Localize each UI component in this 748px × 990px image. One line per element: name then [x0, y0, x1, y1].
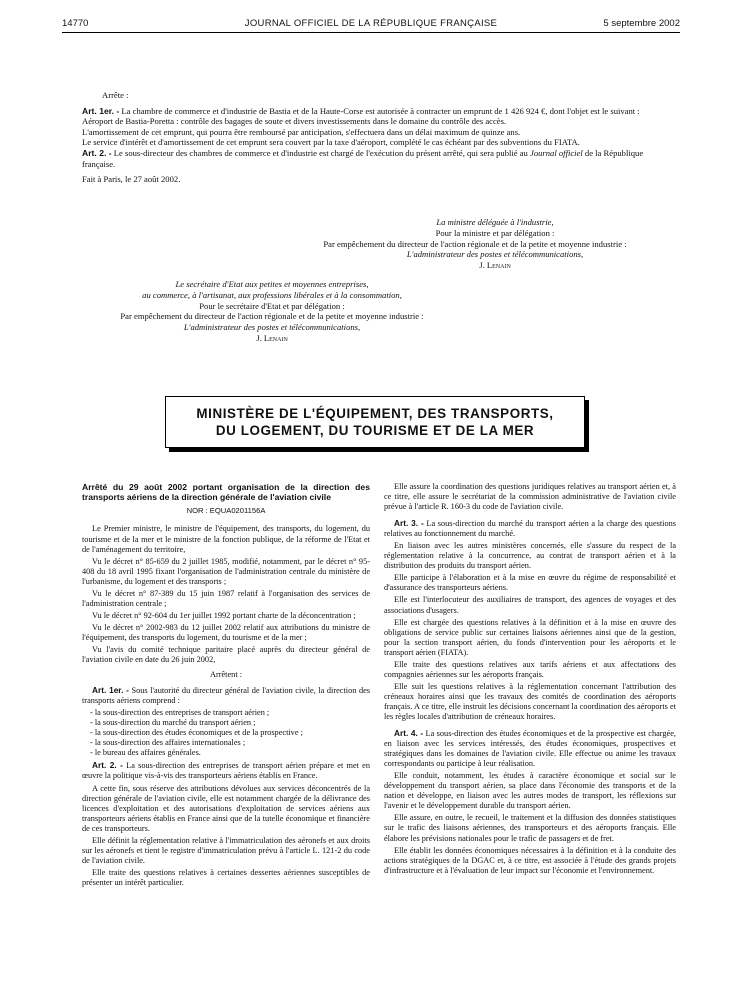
body-paragraph: Elle définit la réglementation relative à l'immatriculation des aéronefs et aux droits sur les aéronefs et tient le registre d'immatriculation prévu à l'article L. 121-2 du code de l'aviation civile.	[82, 835, 370, 865]
sig-line: Par empêchement du directeur de l'action régionale et de la petite et moyenne industrie :	[120, 311, 424, 322]
top-art2	[82, 148, 678, 169]
article-text: Le sous-directeur des chambres de commerce et d'industrie est chargé de l'exécution du présent arrêté, qui sera publié au	[113, 147, 528, 158]
visa-paragraph: Le Premier ministre, le ministre de l'équipement, des transports, du logement, du tourisme et de la mer et le ministre de la fonction publique, de la réforme de l'Etat et de l'aménagement du territoire,	[82, 524, 370, 554]
article-text: La chambre de commerce et d'industrie de Bastia et de la Haute-Corse est autorisée à contracter un emprunt de 1 426 924 €, dont l'objet est le suivant :	[121, 105, 640, 116]
body-paragraph: Elle est chargée des questions relatives à la définition et à la mise en œuvre des obligations de service public sur certaines liaisons aériennes ainsi que de la gestion, pour la section transport aérien, du fonds d'intervention pour les aéroports et le transport aérien (FIATA).	[384, 617, 676, 657]
right-column	[384, 482, 676, 878]
sig-title: Le secrétaire d'Etat aux petites et moyennes entreprises,	[175, 279, 369, 289]
body-paragraph: Elle établit les données économiques nécessaires à la définition et à la conduite des actions stratégiques de la DGAC et, à ce titre, est associée à l'étude des grands projets d'infrastructure et à l'évaluation de leur impact sur l'économie et l'environnement.	[384, 845, 676, 875]
header-rule	[62, 32, 680, 33]
body-paragraph: Elle suit les questions relatives à la réglementation concernant l'attribution des créneaux horaires ainsi que les travaux des comités de coordination des aéroports français. A ce titre, elle instruit les décisions concernant la coordination des aéroports et les règles locales d'attribution de créneaux horaires.	[384, 681, 676, 721]
article-text: La sous-direction des études économiques et de la prospective est chargée, en liaison avec les services intéressés, des études économiques, prospectives et stratégiques dans les domaines de l'aviation civile. Elle effectue ou anime les travaux correspondants ou participe à leur réalisation.	[384, 729, 676, 769]
body-paragraph: Elle est l'interlocuteur des auxiliaires de transport, des agences de voyages et des associations d'usagers.	[384, 595, 676, 615]
article-text: de la République française.	[82, 147, 644, 169]
article-text: La sous-direction des entreprises de transport aérien prépare et met en œuvre la politique vis-à-vis des transporteurs aériens établis en France.	[82, 761, 370, 781]
visa-paragraph: Vu le décret n° 87-389 du 15 juin 1987 relatif à l'organisation des services de l'administration centrale ;	[82, 588, 370, 608]
ministry-heading-box	[165, 396, 585, 448]
list-item: - le bureau des affaires générales.	[90, 748, 201, 758]
body-paragraph: Elle conduit, notamment, les études à caractère économique et social sur le développement du transport aérien, sa place dans l'économie des transports et de la nation et développe, en liaison avec les autres modes de transport, les réflexions sur l'avenir et le développement durable du transport aérien.	[384, 771, 676, 811]
list-item: - la sous-direction des affaires internationales ;	[90, 738, 246, 748]
ministry-heading-line1: MINISTÈRE DE L'ÉQUIPEMENT, DES TRANSPORTS,	[196, 406, 554, 421]
visa-paragraph: Vu le décret n° 92-604 du 1er juillet 1992 portant charte de la déconcentration ;	[92, 610, 356, 620]
ministry-heading-line2: DU LOGEMENT, DU TOURISME ET DE LA MER	[215, 423, 535, 438]
journal-ref: Journal officiel	[530, 147, 583, 158]
top-paragraph: Le service d'intérêt et d'amortissement de cet emprunt sera couvert par la taxe d'aéroport, complété le cas échéant par des subventions du FIATA.	[82, 137, 580, 148]
arrete-heading: Arrête :	[102, 90, 129, 100]
arretent-heading: Arrêtent :	[209, 670, 243, 680]
art-label: Art. 2. -	[82, 147, 112, 158]
sig-title: L'administrateur des postes et télécommunications,	[406, 249, 584, 260]
art-label: Art. 4. -	[394, 728, 424, 739]
top-decree-section	[82, 90, 678, 185]
body-paragraph: Elle traite des questions relatives à certaines dessertes aériennes susceptibles de présenter un intérêt particulier.	[82, 867, 370, 887]
sig-title: La ministre déléguée à l'industrie,	[436, 217, 554, 227]
body-paragraph: En liaison avec les autres ministères concernés, elle s'assure du respect de la réglementation relative à la concurrence, au contrat de transport aérien et à la distribution des produits du transport aérien.	[384, 541, 676, 571]
top-paragraph: Aéroport de Bastia-Poretta : contrôle des bagages de soute et divers investissements dans le domaine du contrôle des accès.	[82, 116, 507, 127]
art-label: Art. 1er. -	[92, 685, 129, 696]
signature-block-industry	[270, 217, 680, 271]
sig-title: au commerce, à l'artisanat, aux professions libérales et à la consommation,	[142, 289, 402, 300]
art-label: Art. 2. -	[92, 760, 123, 771]
visa-paragraph: Vu le décret n° 85-659 du 2 juillet 1985, modifié, notamment, par le décret n° 95-408 du 18 avril 1995 fixant l'organisation de l'administration centrale du ministère de l'urbanisme, du logement et des transports ;	[82, 556, 370, 586]
article-text: La sous-direction du marché du transport aérien a la charge des questions relatives au fonctionnement du marché.	[384, 519, 676, 539]
visa-paragraph: Vu le décret n° 2002-983 du 12 juillet 2002 relatif aux attributions du ministre de l'équipement, des transports du logement, du tourisme et de la mer ;	[82, 622, 370, 642]
list-item: - la sous-direction des études économiques et de la prospective ;	[90, 728, 303, 738]
art2-paragraph	[82, 760, 370, 781]
issue-date: 5 septembre 2002	[603, 18, 680, 29]
decree-title: Arrêté du 29 août 2002 portant organisation de la direction des transports aériens de la direction générale de l'aviation civile	[82, 482, 370, 503]
top-art1	[82, 106, 678, 117]
top-paragraph: L'amortissement de cet emprunt, qui pourra être remboursé par anticipation, s'effectuera dans un délai maximum de quinze ans.	[82, 126, 521, 137]
article-text: Sous l'autorité du directeur général de l'aviation civile, la direction des transports aériens comprend :	[82, 686, 371, 706]
page-header	[62, 18, 680, 36]
sig-title: L'administrateur des postes et télécommunications,	[183, 322, 361, 333]
list-item: - la sous-direction des entreprises de transport aérien ;	[90, 708, 270, 718]
sig-line: Par empêchement du directeur de l'action régionale et de la petite et moyenne industrie :	[323, 238, 627, 249]
signatory-name: J. Lenain	[479, 260, 511, 271]
body-paragraph: Elle assure la coordination des questions juridiques relatives au transport aérien et, à ce titre, elle assure le secrétariat de la commission administrative de l'aviation civile prévue à l'article R. 160-3 du code de l'aviation civile.	[384, 482, 676, 512]
art-label: Art. 3. -	[394, 518, 424, 529]
visa-paragraph: Vu l'avis du comité technique paritaire placé auprès du directeur général de l'aviation civile en date du 26 juin 2002,	[82, 644, 370, 665]
art3-paragraph	[384, 518, 676, 539]
nor-reference: NOR : EQUA0201156A	[186, 506, 266, 516]
signature-block-sme	[62, 279, 482, 344]
sig-line: Pour le secrétaire d'Etat et par délégation :	[199, 300, 345, 311]
art4-paragraph	[384, 728, 676, 769]
fait-line: Fait à Paris, le 27 août 2002.	[82, 174, 181, 185]
art1-paragraph	[82, 685, 370, 706]
page-number: 14770	[62, 18, 89, 29]
journal-title: JOURNAL OFFICIEL DE LA RÉPUBLIQUE FRANÇAISE	[244, 18, 498, 29]
list-item: - la sous-direction du marché du transport aérien ;	[90, 718, 256, 728]
body-paragraph: Elle traite des questions relatives aux tarifs aériens et aux affectations des compagnies aériennes sur les aéroports français.	[384, 659, 676, 679]
body-paragraph: Elle assure, en outre, le recueil, le traitement et la diffusion des données statistiques sur le trafic des liaisons aériennes, des transporteurs et des aéroports français. Elle élabore les prévisions nationales pour le trafic de passagers et de fret.	[384, 813, 676, 843]
art-label: Art. 1er. -	[82, 105, 120, 116]
sig-line: Pour la ministre et par délégation :	[435, 227, 555, 238]
body-paragraph: A cette fin, sous réserve des attributions dévolues aux services déconcentrés de la direction générale de l'aviation civile, elle est notamment chargée de la délivrance des licences d'exploitation et des autorisations d'exploitation de services aériens aux transporteurs aériens établis en France ainsi que de la tutelle économique et financière de ces transporteurs.	[82, 783, 370, 833]
body-paragraph: Elle participe à l'élaboration et à la mise en œuvre du régime de responsabilité et d'assurance des transporteurs aériens.	[384, 573, 676, 593]
left-column	[82, 482, 370, 890]
signatory-name: J. Lenain	[256, 332, 288, 343]
